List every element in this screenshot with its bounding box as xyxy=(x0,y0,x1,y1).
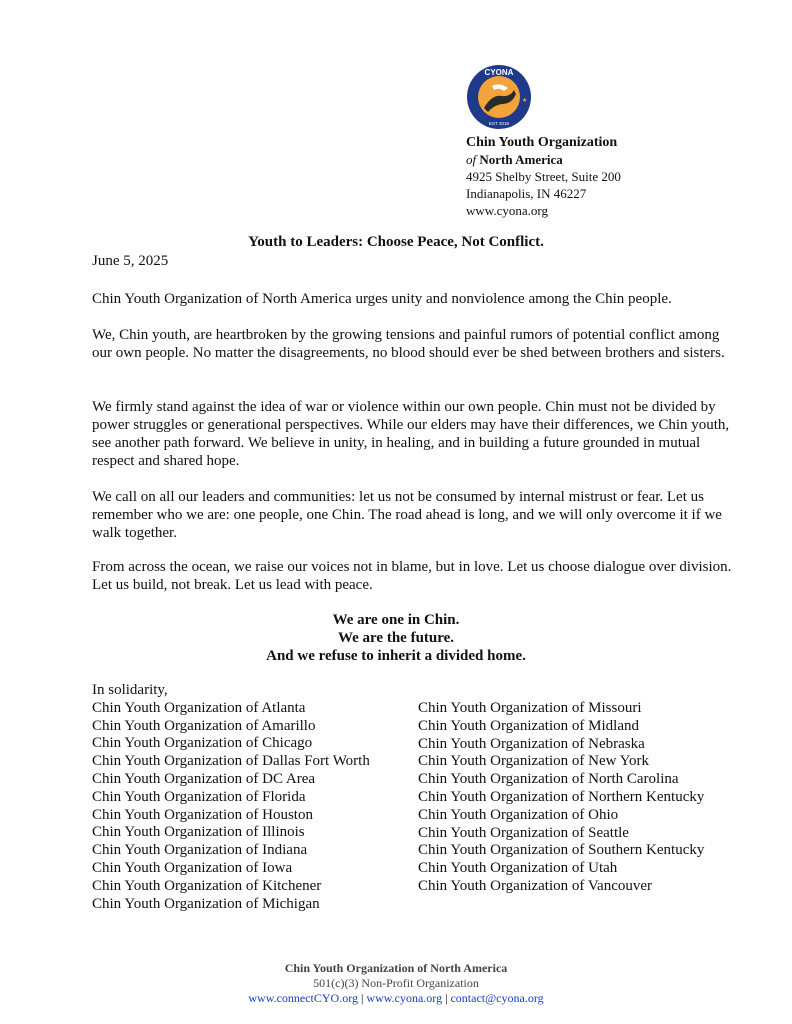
signatory: Chin Youth Organization of Florida xyxy=(92,788,306,805)
signatory: Chin Youth Organization of Michigan xyxy=(92,895,320,912)
signatory: Chin Youth Organization of Dallas Fort Worth xyxy=(92,753,370,770)
signatory: Chin Youth Organization of Houston xyxy=(92,806,313,823)
letterhead-website: www.cyona.org xyxy=(466,203,548,218)
footer-status: 501(c)(3) Non-Profit Organization xyxy=(313,976,479,990)
signatory: Chin Youth Organization of Amarillo xyxy=(92,717,316,734)
signatory: Chin Youth Organization of Illinois xyxy=(92,824,305,841)
svg-text:★: ★ xyxy=(522,97,528,104)
signatory: Chin Youth Organization of New York xyxy=(418,753,649,770)
footer-link-email[interactable]: contact@cyona.org xyxy=(450,991,544,1005)
signatory: Chin Youth Organization of Iowa xyxy=(92,859,293,876)
signatory: Chin Youth Organization of Seattle xyxy=(418,824,629,841)
signatory: Chin Youth Organization of Missouri xyxy=(418,700,642,716)
letterhead-org-name: Chin Youth Organization xyxy=(466,135,618,150)
signatory: Chin Youth Organization of Southern Kentucky xyxy=(418,842,705,859)
letterhead-address-line2: Indianapolis, IN 46227 xyxy=(466,186,587,201)
closing-line: And we refuse to inherit a divided home. xyxy=(266,648,526,664)
signatories-left xyxy=(92,682,370,913)
signatory: Chin Youth Organization of DC Area xyxy=(92,770,316,787)
signoff: In solidarity, xyxy=(92,682,168,698)
signatory: Chin Youth Organization of North Carolina xyxy=(418,771,679,788)
paragraph-call-on-leaders: We call on all our leaders and communities: let us not be consumed by internal mistrust or fear. Let us remember who we are: one people, one Chin. The road ahead is long, and we will only overcome it if we walk together. xyxy=(92,489,722,541)
footer-link-cyona[interactable]: www.cyona.org xyxy=(366,991,443,1005)
paragraph-heartbroken: We, Chin youth, are heartbroken by the growing tensions and painful rumors of potential conflict among our own people. No matter the disagreements, no blood should ever be shed between brothers and sisters. xyxy=(92,327,725,361)
footer-separator: | xyxy=(445,991,448,1005)
closing-line: We are one in Chin. xyxy=(332,612,460,628)
letterhead-region: North America xyxy=(479,152,563,167)
signatory: Chin Youth Organization of Utah xyxy=(418,860,618,877)
svg-text:EST 2015: EST 2015 xyxy=(489,121,509,126)
letter-headline: Youth to Leaders: Choose Peace, Not Conflict. xyxy=(248,234,544,250)
signatory: Chin Youth Organization of Nebraska xyxy=(418,735,645,752)
paragraph-across-ocean: From across the ocean, we raise our voices not in blame, but in love. Let us choose dialogue over division. Let us build, not break. Let us lead with peace. xyxy=(92,559,732,593)
closing-line: We are the future. xyxy=(337,630,455,646)
letterhead-of: of xyxy=(466,152,477,167)
paragraph-intro: Chin Youth Organization of North America urges unity and nonviolence among the Chin people. xyxy=(92,291,672,307)
footer-links xyxy=(0,991,792,1006)
signatory: Chin Youth Organization of Kitchener xyxy=(92,877,322,894)
letter-date: June 5, 2025 xyxy=(92,253,169,269)
signatory: Chin Youth Organization of Northern Kentucky xyxy=(418,788,705,805)
signatory: Chin Youth Organization of Vancouver xyxy=(418,877,653,894)
letterhead-address-line1: 4925 Shelby Street, Suite 200 xyxy=(466,169,621,184)
cyona-logo xyxy=(466,64,532,130)
footer-separator: | xyxy=(361,991,364,1005)
paragraph-stand-against: We firmly stand against the idea of war or violence within our own people. Chin must not be divided by power struggles or generational perspectives. While our elders may have their differences, we Chin youth, see another path forward. We believe in unity, in healing, and in building a future grounded in mutual respect and shared hope. xyxy=(92,399,730,469)
signatory: Chin Youth Organization of Atlanta xyxy=(92,699,306,716)
page-footer xyxy=(0,961,792,1006)
letterhead-region-line xyxy=(466,151,621,168)
signatory: Chin Youth Organization of Midland xyxy=(418,717,639,734)
footer-link-connectcyo[interactable]: www.connectCYO.org xyxy=(248,991,359,1005)
signatories-right xyxy=(418,700,704,896)
signatory: Chin Youth Organization of Chicago xyxy=(92,735,313,752)
letterhead xyxy=(466,134,621,219)
svg-text:CYONA: CYONA xyxy=(484,68,514,77)
signatory: Chin Youth Organization of Ohio xyxy=(418,806,619,823)
signatory: Chin Youth Organization of Indiana xyxy=(92,842,308,859)
footer-org-name: Chin Youth Organization of North America xyxy=(284,961,508,975)
closing-statement xyxy=(0,611,792,665)
